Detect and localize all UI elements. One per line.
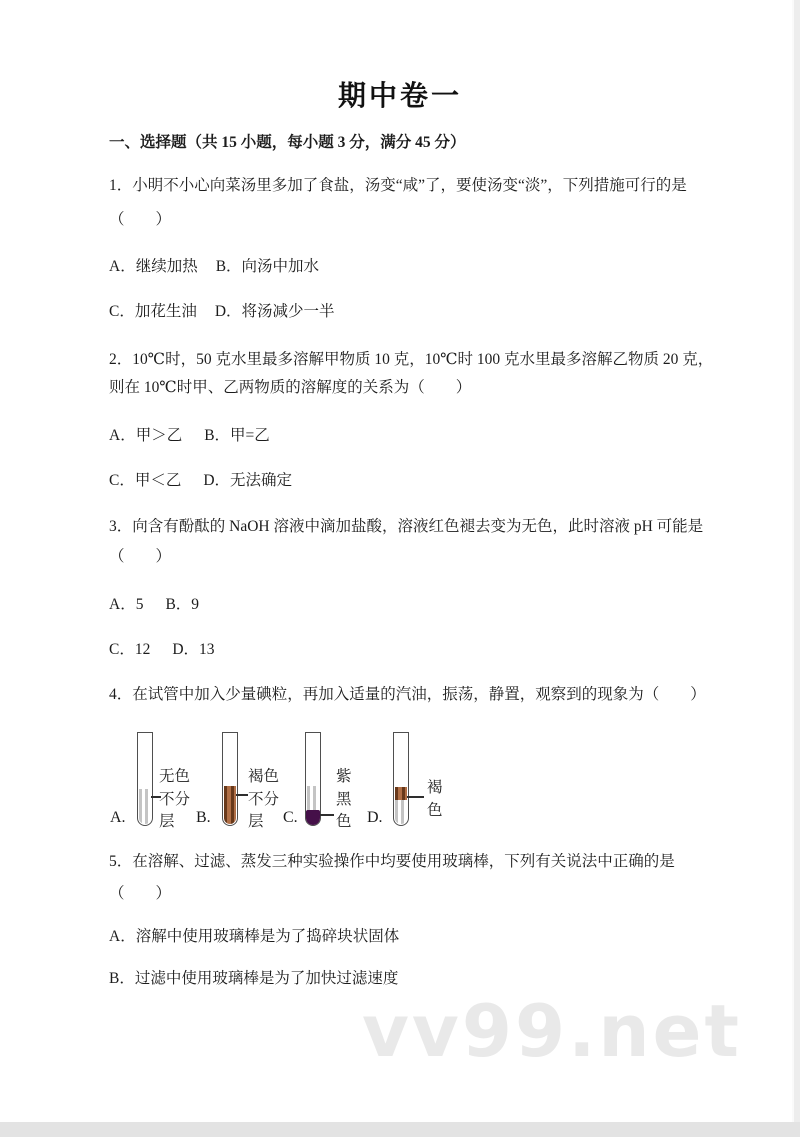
q1-option-b: B．向汤中加水 (215, 258, 320, 275)
tube-b-brown-liquid (224, 786, 236, 824)
q3-paren: （ ） (109, 548, 172, 565)
q4-tube-d-label: D. (367, 809, 383, 826)
test-tube-c (305, 732, 321, 826)
bottom-edge-strip (0, 1122, 800, 1137)
caption-text: 色 (336, 813, 352, 830)
q1-options-row-2 (109, 303, 335, 321)
tube-d-colorless-liquid (395, 800, 407, 824)
tube-b-caption (248, 766, 279, 834)
q1-option-c: C．加花生油 (109, 303, 197, 320)
q2-option-b: B．甲=乙 (204, 427, 270, 444)
q1-option-d: D．将汤减少一半 (214, 303, 335, 320)
q5-stem: 5．在溶解、过滤、蒸发三种实验操作中均要使用玻璃棒，下列有关说法中正确的是 (109, 853, 675, 870)
caption-text: 层 (248, 813, 264, 830)
caption-text: 层 (159, 813, 175, 830)
q3-option-d: D．13 (172, 641, 215, 658)
tube-d-caption (427, 777, 443, 822)
caption-text: 黑 (336, 790, 352, 808)
q4-tube-c-label: C. (283, 809, 298, 826)
q4-test-tube-diagram (0, 725, 800, 843)
q2-options-row-1 (109, 427, 270, 445)
tube-c-purple-black-solid (306, 810, 320, 825)
test-tube-b (222, 732, 238, 826)
caption-text: 褐 (427, 779, 443, 796)
q2-stem-line1: 2．10℃时，50 克水里最多溶解甲物质 10 克，10℃时 100 克水里最多溶解乙物质 20 克， (109, 351, 714, 368)
q3-option-a: A．5 (109, 596, 144, 613)
q3-options-row-2 (109, 641, 215, 659)
q4-tube-a-label: A. (110, 809, 126, 826)
tube-c-caption (336, 766, 352, 834)
q5-paren: （ ） (109, 885, 172, 902)
q1-option-a: A．继续加热 (109, 258, 198, 275)
q4-tube-b-label: B. (196, 809, 211, 826)
caption-text: 不分 (159, 790, 191, 808)
caption-text: 褐色 (248, 768, 280, 785)
q2-options-row-2 (109, 472, 292, 490)
leader-line (320, 814, 334, 816)
q2-option-c: C．甲＜乙 (109, 472, 182, 489)
q2-option-a: A．甲＞乙 (109, 427, 183, 444)
q5-option-a: A．溶解中使用玻璃棒是为了捣碎块状固体 (109, 928, 400, 945)
tube-d-brown-layer (395, 787, 407, 800)
q3-options-row-1 (109, 596, 199, 614)
caption-text: 不分 (248, 790, 280, 808)
right-edge-strip (792, 0, 800, 1137)
test-tube-d (393, 732, 409, 826)
caption-text: 无色 (159, 768, 191, 785)
q2-stem-line2: 则在 10℃时甲、乙两物质的溶解度的关系为（ ） (109, 379, 472, 396)
watermark: vv99.net (362, 989, 742, 1073)
caption-text: 色 (427, 801, 443, 819)
test-tube-a (137, 732, 153, 826)
q2-option-d: D．无法确定 (203, 472, 293, 489)
leader-line (236, 794, 248, 796)
tube-a-colorless-liquid (139, 789, 151, 824)
q1-paren: （ ） (109, 211, 172, 228)
q3-option-c: C．12 (109, 641, 151, 658)
page-title: 期中卷一 (337, 81, 462, 112)
q4-stem: 4．在试管中加入少量碘粒，再加入适量的汽油，振荡，静置，观察到的现象为（ ） (109, 686, 706, 703)
q3-option-b: B．9 (165, 596, 200, 613)
q1-options-row-1 (109, 258, 319, 276)
caption-text: 紫 (336, 768, 352, 785)
q5-option-b: B．过滤中使用玻璃棒是为了加快过滤速度 (109, 970, 399, 987)
q3-stem: 3．向含有酚酞的 NaOH 溶液中滴加盐酸，溶液红色褪去变为无色，此时溶液 pH 可能是 (109, 518, 704, 535)
q1-stem: 1．小明不小心向菜汤里多加了食盐，汤变“咸”了，要使汤变“淡”，下列措施可行的是 (109, 177, 687, 194)
leader-line (407, 796, 424, 798)
section-header: 一、选择题（共 15 小题，每小题 3 分，满分 45 分） (109, 134, 466, 151)
tube-a-caption (159, 766, 190, 834)
